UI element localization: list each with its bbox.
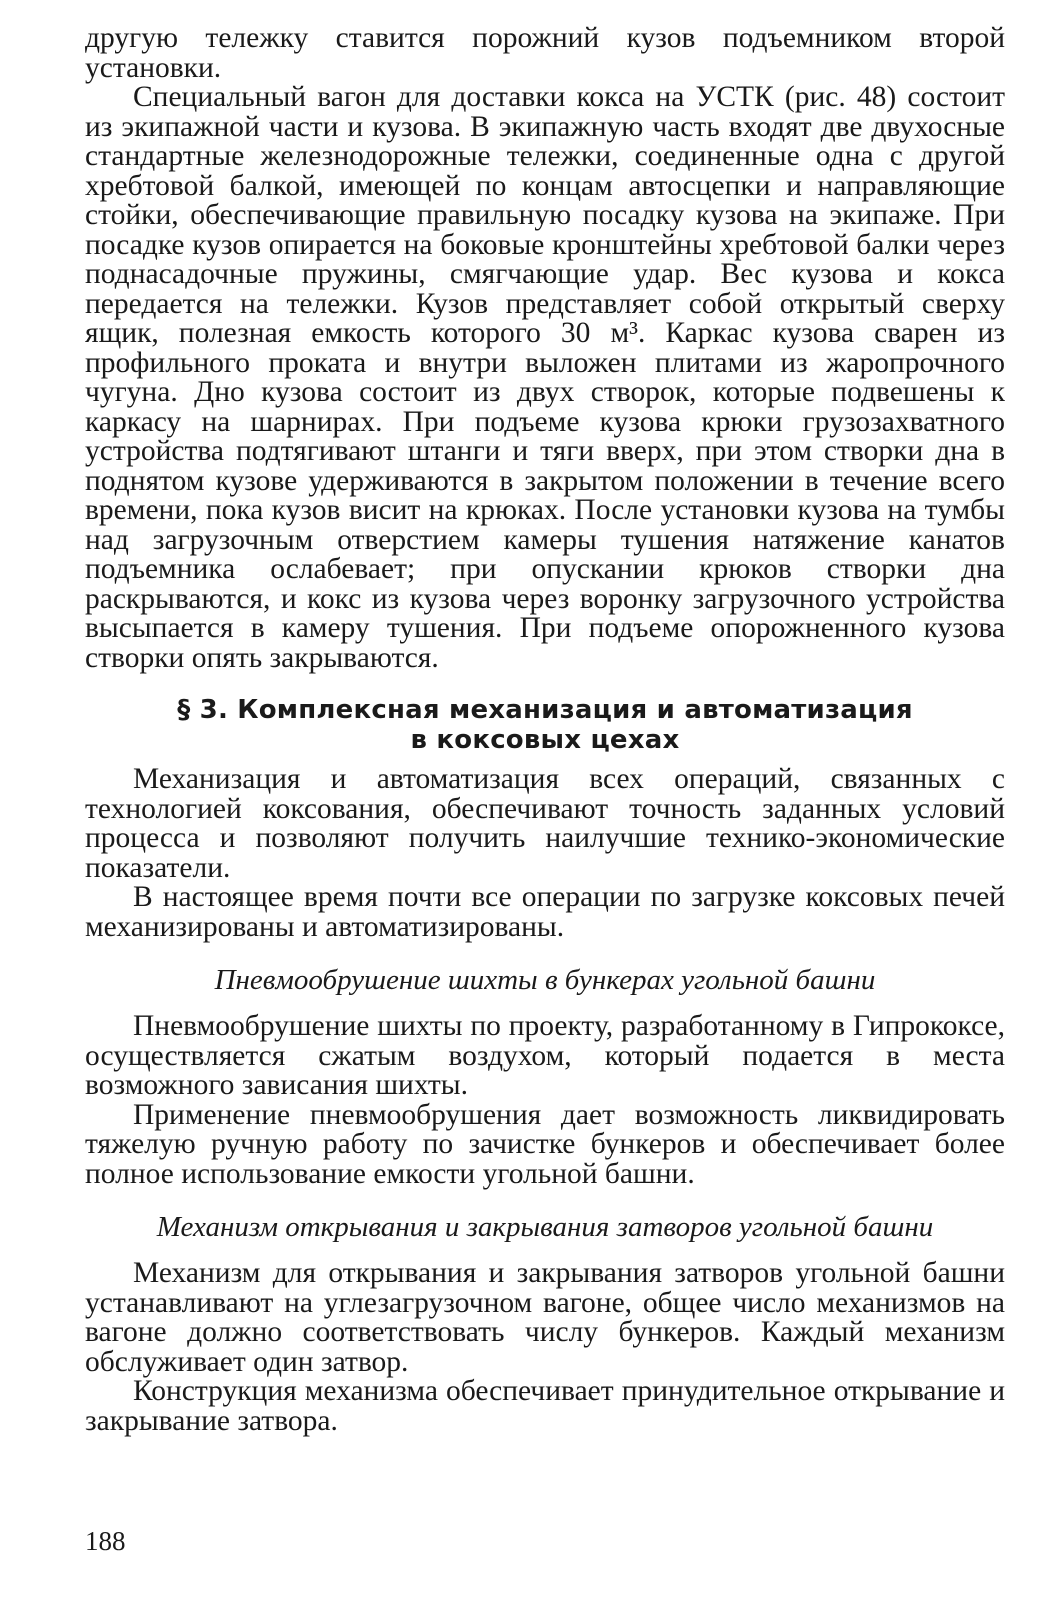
paragraph-pneumatic-1: Пневмообрушение шихты по проекту, разработанному в Гипрококсе, осуществляется сжатым воздухом, который подается в места возможного зависания шихты. <box>85 1010 1005 1101</box>
paragraph-continuation: другую тележку ставится порожний кузов подъемником второй установки. <box>85 22 1005 84</box>
section-heading-line1: § 3. Комплексная механизация и автоматизация <box>177 695 913 725</box>
paragraph-pneumatic-2: Применение пневмообрушения дает возможность ликвидировать тяжелую ручную работу по зачистке бункеров и обеспечивает более полное использование емкости угольной башни. <box>85 1098 1005 1190</box>
section-heading <box>85 695 1005 755</box>
page-number: 188 <box>85 1526 126 1556</box>
paragraph-gates-2: Конструкция механизма обеспечивает принудительное открывание и закрывание затвора. <box>85 1375 1005 1437</box>
paragraph-special-wagon: Специальный вагон для доставки кокса на УСТК (рис. 48) состоит из экипажной части и кузова. В экипажную часть входят две двухосные стандартные железнодорожные тележки, соединенные одна с другой хребтовой балкой, имеющей по концам автосцепки и направляющие стойки, обеспечивающие правильную посадку кузова на экипаже. При посадке кузов опирается на боковые кронштейны хребтовой балки через поднасадочные пружины, смягчающие удар. Вес кузова и кокса передается на тележки. Кузов представляет собой открытый сверху ящик, полезная емкость которого 30 м³. Каркас кузова сварен из профильного проката и внутри выложен плитами из жаропрочного чугуна. Дно кузова состоит из двух створок, которые подвешены к каркасу на шарнирах. При подъеме кузова крюки грузозахватного устройства подтягивают штанги и тяги вверх, при этом створки дна в поднятом кузове удерживаются в закрытом положении в течение всего времени, пока кузов висит на крюках. После установки кузова на тумбы над загрузочным отверстием камеры тушения натяжение канатов подъемника ослабевает; при опускании крюков створки дна раскрываются, и кокс из кузова через воронку загрузочного устройства высыпается в камеру тушения. При подъеме опорожненного кузова створки опять закрываются. <box>85 81 1005 674</box>
paragraph-current-state: В настоящее время почти все операции по загрузке коксовых печей механизированы и автоматизированы. <box>85 881 1005 943</box>
section-heading-line2: в коксовых цехах <box>410 725 680 755</box>
book-page <box>85 24 1005 1576</box>
paragraph-mechanization: Механизация и автоматизация всех операций, связанных с технологией коксования, обеспечивают точность заданных условий процесса и позволяют получить наилучшие технико-экономические показатели. <box>85 763 1005 884</box>
subsection-title-gates: Механизм открывания и закрывания затворов угольной башни <box>156 1211 934 1243</box>
paragraph-gates-1: Механизм для открывания и закрывания затворов угольной башни устанавливают на углезагрузочном вагоне, общее число механизмов на вагоне должно соответствовать числу бункеров. Каждый механизм обслуживает один затвор. <box>85 1257 1005 1378</box>
subsection-title-pneumatic: Пневмообрушение шихты в бункерах угольной башни <box>214 964 876 996</box>
